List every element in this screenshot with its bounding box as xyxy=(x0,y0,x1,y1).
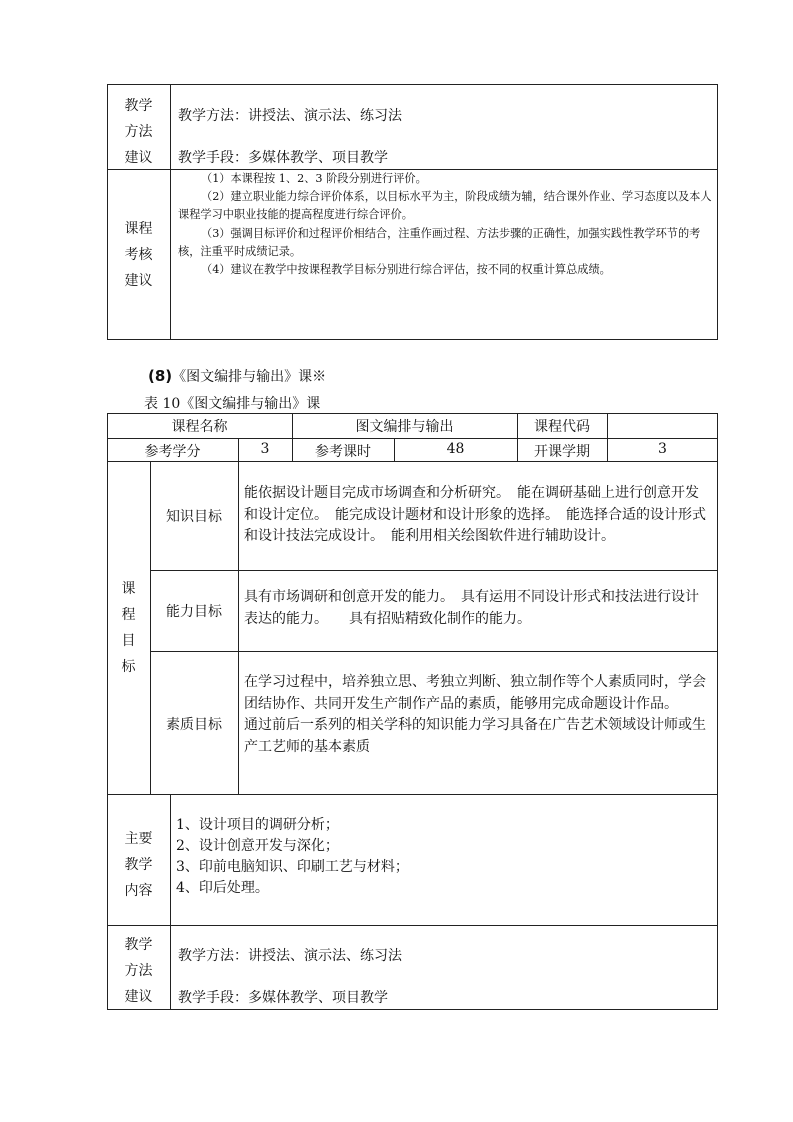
assess-item-2: （2）建立职业能力综合评价体系，以目标水平为主，阶段成绩为辅，结合课外作业、学习态度以及本人课程学习中职业技能的提高程度进行综合评价。 xyxy=(178,190,712,222)
section-heading xyxy=(148,366,326,386)
row-line xyxy=(107,925,718,926)
quality-goal-paragraph-2: 通过前后一系列的相关学科的知识能力学习具备在广告艺术领域设计师或生产工艺师的基本素质 xyxy=(244,717,706,755)
credit-label: 参考学分 xyxy=(144,444,201,460)
ability-goal-label: 能力目标 xyxy=(166,604,222,620)
method-line-2: 教学手段：多媒体教学、项目教学 xyxy=(178,150,388,166)
table-caption: 表 10《图文编排与输出》课 xyxy=(144,396,321,412)
content-divider xyxy=(170,794,171,1010)
content-item: 1、设计项目的调研分析； xyxy=(176,817,339,833)
knowledge-goal-text: 能依据设计题目完成市场调查和分析研究。 能在调研基础上进行创意开发和设计定位。 能完成设计题材和设计形象的选择。 能选择合适的设计形式和设计技法完成设计。 能利用相关绘图软件进行辅助设计。 xyxy=(244,485,706,544)
assess-item-4: （4）建议在教学中按课程教学目标分别进行综合评估，按不同的权重计算总成绩。 xyxy=(201,263,611,277)
assess-item-3: （3）强调目标评价和过程评价相结合，注重作画过程、方法步骤的正确性，加强实践性教学环节的考核，注重平时成绩记录。 xyxy=(178,226,701,258)
goals-divider xyxy=(238,461,239,794)
assess-text xyxy=(178,170,714,279)
section-number: (8) xyxy=(148,367,173,385)
method-line-1: 教学方法：讲授法、演示法、练习法 xyxy=(178,108,402,124)
content-item: 3、印前电脑知识、印刷工艺与材料； xyxy=(176,859,409,875)
course-code-label: 课程代码 xyxy=(534,419,590,435)
method-label: 教学 方法 建议 xyxy=(124,98,153,166)
credit-value: 3 xyxy=(260,441,270,457)
content-list xyxy=(176,815,706,899)
assess-item-1: （1）本课程按 1、2、3 阶段分别进行评价。 xyxy=(201,172,427,185)
ability-goal-text: 具有市场调研和创意开发的能力。 具有运用不同设计形式和技法进行设计表达的能力。 具有招贴精致化制作的能力。 xyxy=(244,589,699,627)
row-line xyxy=(150,651,718,652)
knowledge-goal-label: 知识目标 xyxy=(166,509,222,525)
quality-goal-paragraph-1: 在学习过程中，培养独立思、考独立判断、独立制作等个人素质同时，学会团结协作、共同开发生产制作产品的素质，能够用完成命题设计作品。 xyxy=(244,674,706,712)
content-item: 2、设计创意开发与深化； xyxy=(176,838,339,854)
row-line xyxy=(107,438,718,439)
course-method-line-1: 教学方法：讲授法、演示法、练习法 xyxy=(178,948,402,964)
hours-label: 参考课时 xyxy=(315,444,371,460)
col-line xyxy=(607,413,608,438)
assess-label: 课程 考核 建议 xyxy=(124,221,153,289)
content-item: 4、印后处理。 xyxy=(176,880,269,896)
quality-goal-label: 素质目标 xyxy=(166,717,222,733)
quality-goal-text xyxy=(244,672,712,758)
row-line xyxy=(107,461,718,462)
semester-label: 开课学期 xyxy=(534,444,590,460)
course-name-value: 图文编排与输出 xyxy=(355,419,454,435)
course-method-line-2: 教学手段：多媒体教学、项目教学 xyxy=(178,990,388,1006)
semester-value: 3 xyxy=(658,441,667,457)
top-table-divider xyxy=(170,84,171,340)
row-line xyxy=(150,570,718,571)
hours-value: 48 xyxy=(446,441,465,457)
section-title: 《图文编排与输出》课※ xyxy=(172,369,327,385)
course-name-label: 课程名称 xyxy=(171,419,228,435)
goals-label: 课 程 目 标 xyxy=(121,581,136,675)
course-method-label: 教学 方法 建议 xyxy=(124,937,153,1005)
content-label: 主要 教学 内容 xyxy=(124,831,153,899)
row-line xyxy=(107,794,718,795)
